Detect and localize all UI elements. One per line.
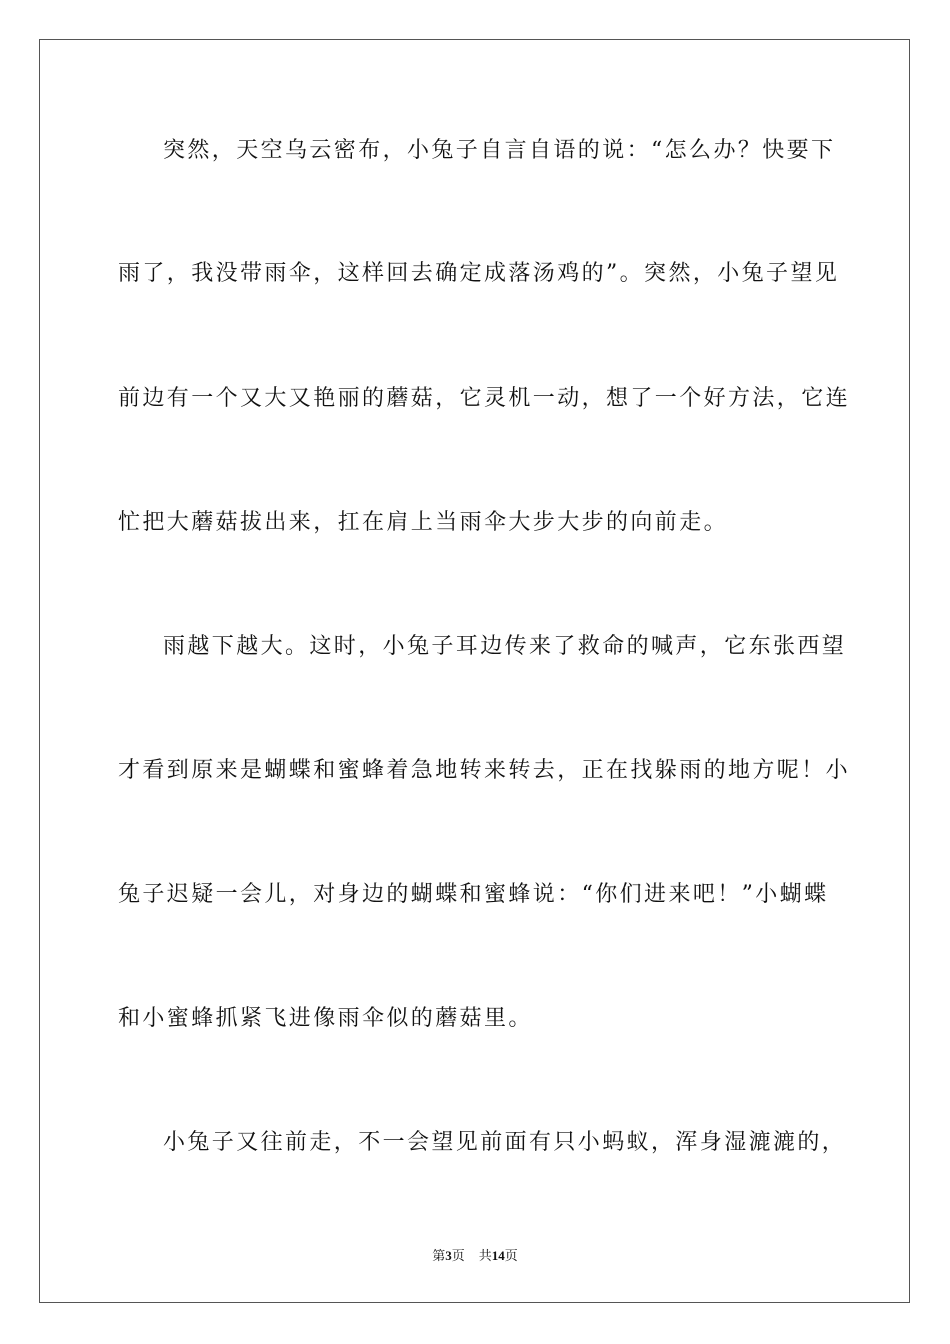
page-number: 3	[445, 1248, 452, 1263]
page-footer	[0, 1247, 950, 1266]
paragraph-1-line-3: 前边有一个又大又艳丽的蘑菇，它灵机一动，想了一个好方法，它连	[118, 386, 851, 411]
paragraph-2-line-1: 雨越下越大。这时，小兔子耳边传来了救命的喊声，它东张西望	[163, 634, 847, 659]
paragraph-2-line-4: 和小蜜蜂抓紧飞进像雨伞似的蘑菇里。	[118, 1006, 533, 1031]
paragraph-1-line-2: 雨了，我没带雨伞，这样回去确定成落汤鸡的”。突然，小兔子望见	[118, 261, 840, 286]
paragraph-1-line-1: 突然，天空乌云密布，小兔子自言自语的说：“怎么办？快要下	[163, 138, 836, 163]
paragraph-2-line-2: 才看到原来是蝴蝶和蜜蜂着急地转来转去，正在找躲雨的地方呢！小	[118, 758, 851, 783]
paragraph-1-line-4: 忙把大蘑菇拔出来，扛在肩上当雨伞大步大步的向前走。	[118, 510, 729, 535]
page-border	[39, 39, 910, 1303]
total-suffix: 页	[504, 1249, 518, 1264]
total-pages: 14	[491, 1248, 505, 1263]
paragraph-3-line-1: 小兔子又往前走，不一会望见前面有只小蚂蚁，浑身湿漉漉的，	[163, 1130, 847, 1155]
page-prefix: 第	[432, 1249, 446, 1264]
page-suffix: 页	[451, 1249, 465, 1264]
paragraph-2-line-3: 兔子迟疑一会儿，对身边的蝴蝶和蜜蜂说：“你们进来吧！”小蝴蝶	[118, 882, 829, 907]
total-prefix: 共	[478, 1249, 492, 1264]
